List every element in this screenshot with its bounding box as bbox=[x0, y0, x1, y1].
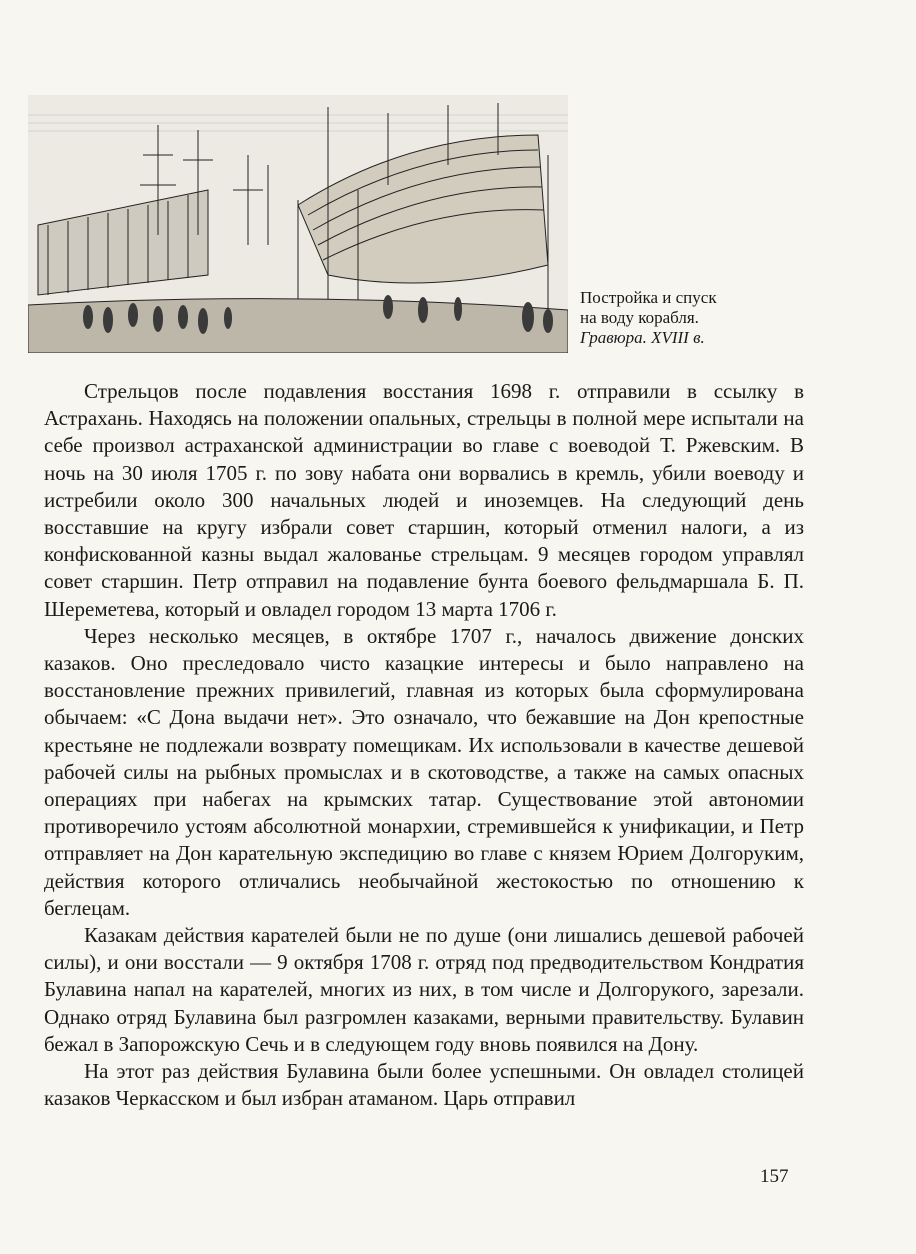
caption-line: на воду корабля. bbox=[580, 308, 699, 327]
paragraph: Через несколько месяцев, в октябре 1707 г., началось движение донских казаков. Оно преследовало чисто казацкие интересы и было направлено на восстановление прежних привилегий, главная из которых была сформулирована обычаем: «С Дона выдачи нет». Это означало, что бежавшие на Дон крепостные крестьяне не подлежали возврату помещикам. Их использовали в качестве дешевой рабочей силы на рыбных промыслах и в скотоводстве, а также на самых опасных операциях при набегах на крымских татар. Существование этой автономии противоречило устоям абсолютной монархии, стремившейся к унификации, и Петр отправляет на Дон карательную экспедицию во главе с князем Юрием Долгоруким, действия которого отличались необычайной жестокостью по отношению к беглецам. bbox=[44, 623, 804, 920]
paragraph: Стрельцов после подавления восстания 1698 г. отправили в ссылку в Астрахань. Находясь на положении опальных, стрельцы в полной мере испытали на себе произвол астраханской администрации во главе с воеводой Т. Ржевским. В ночь на 30 июля 1705 г. по зову набата они ворвались в кремль, убили воеводу и истребили около 300 начальных людей и иноземцев. На следующий день восставшие на кругу избрали совет старшин, который отменил налоги, а из конфискованной казны выдал жалованье стрельцам. 9 месяцев городом управлял совет старшин. Петр отправил на подавление бунта боевого фельдмаршала Б. П. Шереметева, который и овладел городом 13 марта 1706 г. bbox=[44, 379, 804, 621]
caption-credit: Гравюра. XVIII в. bbox=[580, 328, 705, 347]
caption-line: Постройка и спуск bbox=[580, 288, 717, 307]
main-text bbox=[44, 378, 804, 1112]
engraving-illustration bbox=[28, 95, 568, 353]
shipyard-engraving bbox=[28, 95, 568, 353]
paragraph: На этот раз действия Булавина были более успешными. Он овладел столицей казаков Черкасском и был избран атаманом. Царь отправил bbox=[44, 1059, 804, 1111]
paragraph: Казакам действия карателей были не по душе (они лишались дешевой рабочей силы), и они восстали — 9 октября 1708 г. отряд под предводительством Кондратия Булавина напал на карателей, многих из них, в том числе и Долгорукого, зарезали. Однако отряд Булавина был разгромлен казаками, верными правительству. Булавин бежал в Запорожскую Сечь и в следующем году вновь появился на Дону. bbox=[44, 923, 804, 1056]
figure-caption bbox=[580, 288, 790, 348]
page-number: 157 bbox=[760, 1166, 789, 1187]
